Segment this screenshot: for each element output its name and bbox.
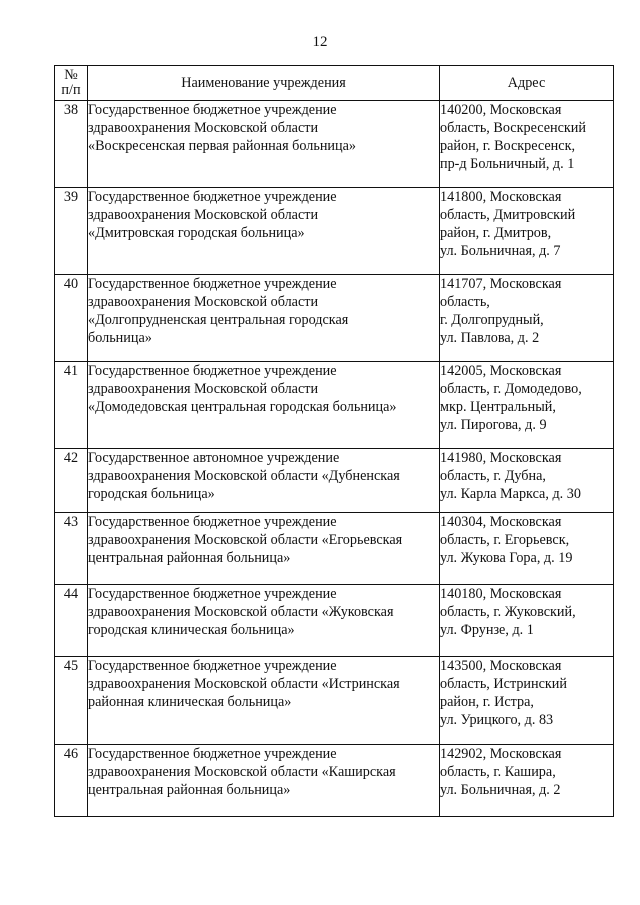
institution-name-line: здравоохранения Московской области «Каширская <box>88 764 396 780</box>
row-number: 40 <box>55 275 88 362</box>
institution-address-line: 140200, Московская <box>440 102 562 118</box>
institution-address-line: ул. Больничная, д. 7 <box>440 243 561 259</box>
institution-address-line: область, г. Дубна, <box>440 468 546 484</box>
institution-name-line: Государственное бюджетное учреждение <box>88 514 337 530</box>
header-number-abbr: п/п <box>61 82 81 98</box>
institution-name-line: Государственное бюджетное учреждение <box>88 276 337 292</box>
institution-address <box>440 275 614 362</box>
institution-name-line: городская больница» <box>88 486 215 502</box>
institution-name-line: здравоохранения Московской области <box>88 294 319 310</box>
institution-address-line: 142902, Московская <box>440 746 562 762</box>
institution-address-line: ул. Урицкого, д. 83 <box>440 712 554 728</box>
table-row <box>55 585 614 657</box>
institution-name-line: «Долгопрудненская центральная городская <box>88 312 349 328</box>
row-number: 45 <box>55 657 88 745</box>
institution-name-line: здравоохранения Московской области <box>88 381 319 397</box>
institution-address-line: область, г. Домодедово, <box>440 381 582 397</box>
institution-name-line: «Домодедовская центральная городская больница» <box>88 399 397 415</box>
institution-name-line: Государственное бюджетное учреждение <box>88 189 337 205</box>
institution-address-line: район, г. Воскресенск, <box>440 138 576 154</box>
institution-address-line: область, г. Жуковский, <box>440 604 576 620</box>
institution-name-line: Государственное автономное учреждение <box>88 450 340 466</box>
header-name: Наименование учреждения <box>88 66 440 101</box>
institution-address-line: 141980, Московская <box>440 450 562 466</box>
institution-name-line: «Воскресенская первая районная больница» <box>88 138 356 154</box>
institution-address-line: область, Воскресенский <box>440 120 586 136</box>
institution-address-line: 140180, Московская <box>440 586 562 602</box>
institution-address-line: ул. Жукова Гора, д. 19 <box>440 550 573 566</box>
row-number: 44 <box>55 585 88 657</box>
institution-name-line: больница» <box>88 330 152 346</box>
row-number: 41 <box>55 362 88 449</box>
institution-address <box>440 449 614 513</box>
institution-name <box>88 101 440 188</box>
institution-address <box>440 585 614 657</box>
row-number: 46 <box>55 745 88 817</box>
institution-address <box>440 513 614 585</box>
institution-name-line: здравоохранения Московской области «Истринская <box>88 676 400 692</box>
institution-address-line: область, <box>440 294 490 310</box>
institution-address-line: область, г. Кашира, <box>440 764 556 780</box>
institution-name-line: городская клиническая больница» <box>88 622 295 638</box>
row-number: 43 <box>55 513 88 585</box>
header-number-symbol: № <box>64 67 78 83</box>
institution-address-line: область, Истринский <box>440 676 567 692</box>
institution-address-line: 141800, Московская <box>440 189 562 205</box>
table-row <box>55 275 614 362</box>
institution-name <box>88 657 440 745</box>
table-body <box>55 101 614 817</box>
institution-name-line: Государственное бюджетное учреждение <box>88 746 337 762</box>
header-number <box>55 66 88 101</box>
institution-address-line: ул. Больничная, д. 2 <box>440 782 561 798</box>
institution-address-line: 143500, Московская <box>440 658 562 674</box>
institution-address-line: ул. Пирогова, д. 9 <box>440 417 547 433</box>
institution-address-line: ул. Фрунзе, д. 1 <box>440 622 534 638</box>
table-row <box>55 188 614 275</box>
institution-name-line: Государственное бюджетное учреждение <box>88 102 337 118</box>
institution-name-line: центральная районная больница» <box>88 782 291 798</box>
table-row <box>55 449 614 513</box>
institutions-table <box>54 65 614 817</box>
institution-address-line: пр-д Больничный, д. 1 <box>440 156 575 172</box>
institution-name <box>88 745 440 817</box>
header-address: Адрес <box>440 66 614 101</box>
table-row <box>55 657 614 745</box>
institution-address-line: 141707, Московская <box>440 276 562 292</box>
row-number: 39 <box>55 188 88 275</box>
institution-address <box>440 657 614 745</box>
institution-address-line: г. Долгопрудный, <box>440 312 544 328</box>
institution-address-line: ул. Павлова, д. 2 <box>440 330 540 346</box>
institution-address-line: ул. Карла Маркса, д. 30 <box>440 486 581 502</box>
institution-address-line: мкр. Центральный, <box>440 399 556 415</box>
institution-name-line: Государственное бюджетное учреждение <box>88 658 337 674</box>
institution-address-line: 142005, Московская <box>440 363 562 379</box>
institution-address <box>440 745 614 817</box>
institution-name-line: здравоохранения Московской области «Жуковская <box>88 604 394 620</box>
table-row <box>55 362 614 449</box>
institution-name-line: центральная районная больница» <box>88 550 291 566</box>
institution-name-line: Государственное бюджетное учреждение <box>88 586 337 602</box>
institution-name <box>88 188 440 275</box>
page-number: 12 <box>312 34 328 50</box>
institution-address-line: район, г. Истра, <box>440 694 534 710</box>
institution-name-line: здравоохранения Московской области <box>88 207 319 223</box>
institution-name <box>88 585 440 657</box>
institution-address <box>440 362 614 449</box>
table-row <box>55 101 614 188</box>
institution-name-line: Государственное бюджетное учреждение <box>88 363 337 379</box>
institution-name-line: здравоохранения Московской области <box>88 120 319 136</box>
row-number: 42 <box>55 449 88 513</box>
table-header-row <box>55 66 614 101</box>
institution-name-line: здравоохранения Московской области «Дубненская <box>88 468 400 484</box>
institution-name <box>88 362 440 449</box>
institution-name <box>88 275 440 362</box>
institution-name-line: районная клиническая больница» <box>88 694 292 710</box>
table-row <box>55 745 614 817</box>
institution-name-line: здравоохранения Московской области «Егорьевская <box>88 532 403 548</box>
institution-name <box>88 449 440 513</box>
institution-address <box>440 101 614 188</box>
institution-name-line: «Дмитровская городская больница» <box>88 225 305 241</box>
institution-name <box>88 513 440 585</box>
institution-address-line: область, Дмитровский <box>440 207 576 223</box>
row-number: 38 <box>55 101 88 188</box>
institution-address <box>440 188 614 275</box>
institution-address-line: область, г. Егорьевск, <box>440 532 570 548</box>
table-row <box>55 513 614 585</box>
institution-address-line: район, г. Дмитров, <box>440 225 552 241</box>
institution-address-line: 140304, Московская <box>440 514 562 530</box>
